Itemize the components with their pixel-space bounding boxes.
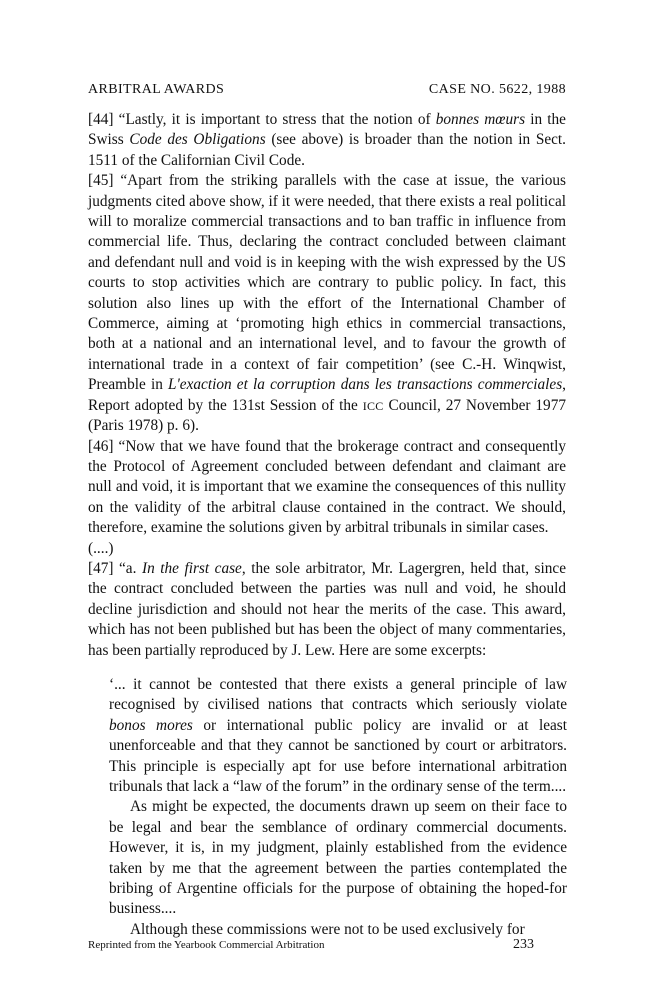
paragraph-44: [44] “Lastly, it is important to stress that the notion of bonnes mœurs in the Swiss Code des Obligations (see above) is broader than the notion in Sect. 1511 of the Californian Civil Code.: [88, 111, 566, 169]
paragraph-47: [47] “a. In the first case, the sole arbitrator, Mr. Lagergren, held that, since the contract concluded between the parties was null and void, he should decline jurisdiction and should not hear the merits of the case. This award, which has not been published but has been the object of many commentaries, has been partially reproduced by J. Lew. Here are some excerpts:: [88, 559, 566, 659]
block-quote-3: Although these commissions were not to be used exclusively for: [130, 920, 525, 938]
block-quote-1: ‘... it cannot be contested that there exists a general principle of law recognised by civilised nations that contracts which seriously violate bonos mores or international public policy are invalid or at least unenforceable and that they cannot be sanctioned by court or arbitrators. This principle is especially apt for use before international arbitration tribunals that lack a “law of the forum” in the ordinary sense of the term....: [109, 675, 567, 795]
page-footer: [88, 939, 566, 951]
header-section-title: ARBITRAL AWARDS: [88, 82, 225, 97]
paragraph-46: [46] “Now that we have found that the brokerage contract and consequently the Protocol of Agreement concluded between defendant and claimant are null and void, it is important that we examine the consequences of this nullity on the validity of the arbitral clause contained in the contract. We should, therefore, examine the solutions given by arbitral tribunals in similar cases.: [88, 437, 566, 537]
block-quote-2: As might be expected, the documents drawn up seem on their face to be legal and bear the semblance of ordinary commercial documents. However, it is, in my judgment, plainly established from the evidence taken by me that the agreement between the parties contemplated the bribing of Argentine officials for the purpose of obtaining the hoped-for business....: [109, 798, 567, 918]
document-body: [88, 110, 566, 940]
footer-source: Reprinted from the Yearbook Commercial Arbitration: [88, 939, 325, 951]
paragraph-45: [45] “Apart from the striking parallels with the case at issue, the various judgments cited above show, if it were needed, that there exists a real political will to moralize commercial transactions and to ban traffic in influence from commercial life. Thus, declaring the contract concluded between claimant and defendant null and void is in keeping with the wish expressed by the US courts to stop activities which are contrary to public policy. In fact, this solution also lines up with the effort of the International Chamber of Commerce, aiming at ‘promoting high ethics in commercial transactions, both at a national and an international level, and to favour the growth of international trade in a context of fair competition’ (see C.-H. Winqwist, Preamble in L'exaction et la corruption dans les transactions commerciales, Report adopted by the 131st Session of the ICC Council, 27 November 1977 (Paris 1978) p. 6).: [88, 172, 566, 435]
omission-marker: (....): [88, 539, 114, 557]
page-number: 233: [513, 937, 534, 952]
header-case-number: CASE NO. 5622, 1988: [428, 82, 566, 97]
